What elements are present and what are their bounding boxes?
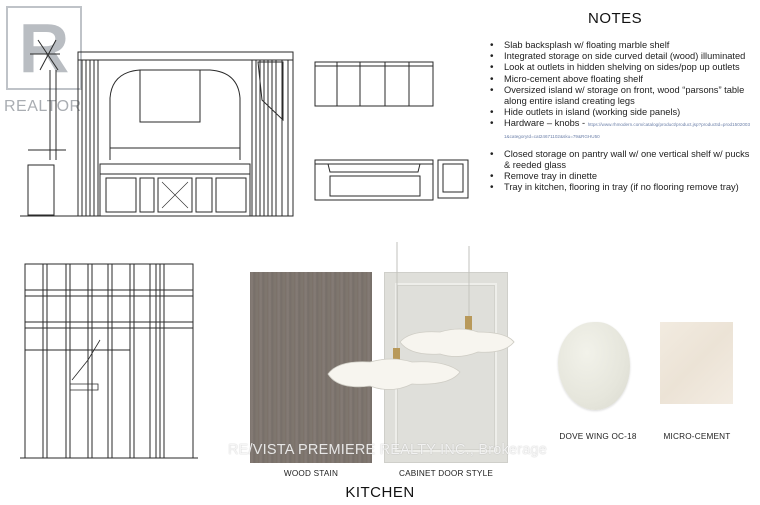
note-item: • Integrated storage on side curved detail (wood) illuminated (490, 51, 752, 62)
note-item-text: Hardware – knobs - (504, 118, 588, 129)
wood-stain-label: WOOD STAIN (283, 469, 339, 478)
note-item: • Micro-cement above floating shelf (490, 74, 752, 85)
cabinet-door-label: CABINET DOOR STYLE (399, 469, 493, 478)
note-item: • Closed storage on pantry wall w/ one vertical shelf w/ pucks & reeded glass (490, 149, 752, 171)
note-item: • Slab backsplash w/ floating marble shelf (490, 40, 752, 51)
brokerage-watermark: RE/VISTA PREMIERE REALTY INC., Brokerage (228, 442, 548, 458)
micro-cement-label: MICRO-CEMENT (663, 432, 731, 441)
note-item: • Tray in kitchen, flooring in tray (if no flooring remove tray) (490, 182, 752, 193)
note-item: • Look at outlets in hidden shelving on sides/pop up outlets (490, 62, 752, 73)
note-item: • Hide outlets in island (working side panels) (490, 107, 752, 118)
realtor-logo-mark: R (6, 6, 82, 90)
note-item: • Oversized island w/ storage on front, wood “parsons” table along entire island creating legs (490, 85, 752, 107)
note-item: • Remove tray in dinette (490, 171, 752, 182)
hardware-link[interactable]: https://www.rhmodern.com/catalog/product/product.jsp?productId=prod15020031&categoryId=cat24671102&sku=79&RGHU50 (504, 122, 751, 139)
kitchen-title: KITCHEN (345, 484, 415, 501)
realtor-logo-text: REALTOR (4, 98, 82, 115)
notes-title: NOTES (588, 10, 643, 27)
paint-label: DOVE WING OC-18 (559, 432, 637, 441)
